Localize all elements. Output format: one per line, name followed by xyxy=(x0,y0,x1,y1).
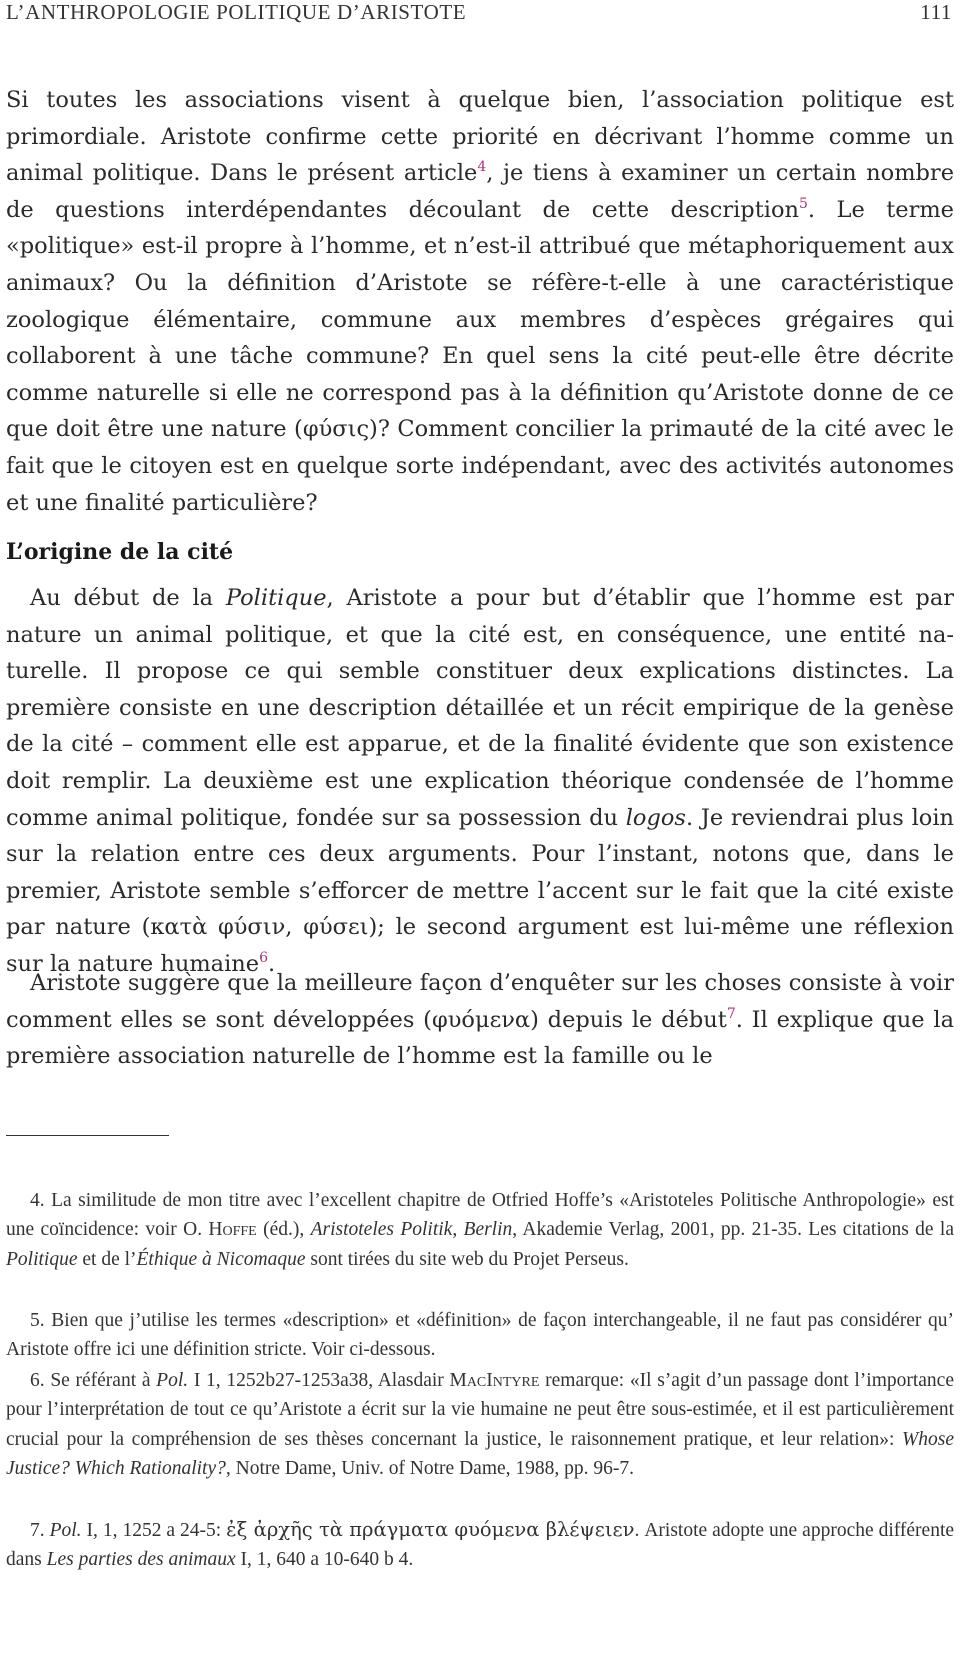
footnote-7-text-1: 7. xyxy=(30,1520,50,1541)
suggest-text-3: . Il explique que la première association naturelle de l’homme est la famille ou le xyxy=(6,1006,954,1070)
greek-kata-physin: κατὰ φύσιν, φύσει xyxy=(150,914,369,941)
footnote-6-text-4: , Notre Dame, Univ. of Notre Dame, 1988, pp. 96-7. xyxy=(225,1458,635,1480)
footnote-ref-6[interactable]: 6 xyxy=(259,949,269,966)
origin-paragraph xyxy=(6,580,954,983)
footnote-6-text-2: I 1, 1252b27-1253a38, Alasdair xyxy=(188,1370,450,1391)
footnote-ref-4[interactable]: 4 xyxy=(477,159,487,176)
footnote-7-greek: ἐξ ἀρχῆς τὰ πράγματα φυόμενα βλέψειεν xyxy=(226,1518,635,1541)
footnote-6-text-1: 6. Se référant à xyxy=(30,1370,157,1391)
intro-text-2: , je tiens à examiner un certain nombre de questions interdépendantes découlant de cette description xyxy=(6,160,955,223)
footnote-4-ethique: Éthique à Nicomaque xyxy=(136,1248,306,1270)
footnote-5 xyxy=(6,1306,954,1365)
section-heading: L’origine de la cité xyxy=(6,539,234,565)
origin-text-5: . xyxy=(268,950,276,977)
suggest-text-2: ) depuis le début xyxy=(530,1006,727,1033)
logos-term: logos xyxy=(625,804,686,831)
footnote-4-text-3: , Akademie Verlag, 2001, pp. 21-35. Les citations de la xyxy=(512,1219,955,1241)
author-hoffe: Hoffe xyxy=(208,1219,257,1241)
greek-phyomena: φυόμενα xyxy=(431,1006,531,1033)
origin-text-3: . Je reviendrai plus loin sur la relation entre ces deux arguments. Pour l’instant, notons que, dans le premier, Aristote semble s’efforcer de mettre l’accent sur le fait que la cité existe par nature ( xyxy=(6,804,955,941)
intro-text-1: Si toutes les associations visent à quelque bien, l’association politique est primordiale. Aristote confirme cette priorité en décrivant l’homme comme un animal politique. Dans le présent article xyxy=(6,87,954,187)
footnote-7-text-3: . Aristote adopte une approche différente dans xyxy=(6,1520,955,1571)
page-number: 111 xyxy=(920,0,952,24)
footnote-7-text-4: I, 1, 640 a 10-640 b 4. xyxy=(235,1549,414,1571)
footnote-7 xyxy=(6,1515,954,1575)
footnote-7-book-title: Les parties des animaux xyxy=(46,1549,236,1571)
footnote-4-text-4: et de l’ xyxy=(77,1248,137,1270)
intro-text-4: )? Comment concilier la primauté de la cité avec le fait que le citoyen est en quelque sorte indépendant, avec des activités autonomes et une finalité particulière? xyxy=(6,416,954,516)
politique-title: Politique xyxy=(225,585,327,611)
footnote-ref-5[interactable]: 5 xyxy=(798,195,808,212)
footnote-ref-7[interactable]: 7 xyxy=(726,1005,736,1022)
footnote-4 xyxy=(6,1186,954,1274)
suggest-paragraph xyxy=(6,965,954,1075)
origin-text-1: Au début de la xyxy=(30,585,226,611)
intro-text-3: . Le terme «politique» est-il propre à l’homme, et n’est-il attribué que métaphoriquement aux animaux? Ou la définition d’Aristote se réfère-t-elle à une caractéristique zoologique élémentaire, commune aux membres d’espèces grégaires qui collaborent à une tâche commune? En quel sens la cité peut-elle être décrite comme naturelle si elle ne correspond pas à la définition qu’Aristote donne de ce que doit être une nature ( xyxy=(6,196,954,443)
footnote-4-text-5: sont tirées du site web du Projet Perseus. xyxy=(305,1248,629,1270)
footnote-7-text-2: I, 1, 1252 a 24-5: xyxy=(81,1520,227,1541)
footnote-5-text: 5. Bien que j’utilise les termes «description» et «définition» de façon interchangeable, il ne faut pas considérer qu’ Aristote offre ici une définition stricte. Voir ci-dessous. xyxy=(6,1310,954,1361)
greek-physis: φύσις xyxy=(302,416,370,443)
footnote-4-text-2: (éd.), xyxy=(256,1219,311,1241)
intro-paragraph xyxy=(6,82,954,521)
footnote-6-book-title: Whose Justice? Which Rationality? xyxy=(6,1428,954,1480)
footnote-separator xyxy=(6,1135,169,1136)
footnote-7-pol: Pol. xyxy=(49,1520,82,1541)
origin-text-4: ); le second argument est lui-même une réflexion sur la nature humaine xyxy=(6,914,955,977)
running-head xyxy=(6,0,954,26)
author-macintyre: MacIntyre xyxy=(449,1370,540,1391)
footnote-4-book-title: Aristoteles Politik, Berlin xyxy=(310,1219,513,1241)
footnote-4-politique: Politique xyxy=(6,1248,78,1270)
footnote-4-text-1: 4. La similitude de mon titre avec l’excellent chapitre de Otfried Hoffe’s «Aristoteles Politische Anthropologie» est une coïncidence: voir O. xyxy=(6,1190,954,1241)
running-head-title: L’ANTHROPOLOGIE POLITIQUE D’ARISTOTE xyxy=(6,0,467,24)
footnote-6-text-3: remarque: «Il s’agit d’un passage dont l’importance pour l’interprétation de tout ce qu’Aristote a écrit sur la vie humaine ne peut être sous-estimée, et il est particulièrement crucial pour la compréhension de ses thèses concernant la justice, le raisonnement pratique, et leur relation»: xyxy=(6,1370,954,1450)
origin-text-2: , Aristote a pour but d’établir que l’homme est par nature un animal politique, et que la cité est, en conséquence, une entité naturelle. Il propose ce qui semble constituer deux explications distinctes. La première consiste en une description détaillée et un récit empirique de la genèse de la cité – comment elle est apparue, et de la finalité évidente que son existence doit remplir. La deuxième est une explication théorique condensée de l’homme comme animal politique, fondée sur sa possession du xyxy=(6,585,954,831)
footnote-6 xyxy=(6,1366,954,1484)
suggest-text-1: Aristote suggère que la meilleure façon d’enquêter sur les choses consiste à voir comment elles se sont développées ( xyxy=(6,970,954,1033)
footnote-6-pol: Pol. xyxy=(156,1370,189,1391)
